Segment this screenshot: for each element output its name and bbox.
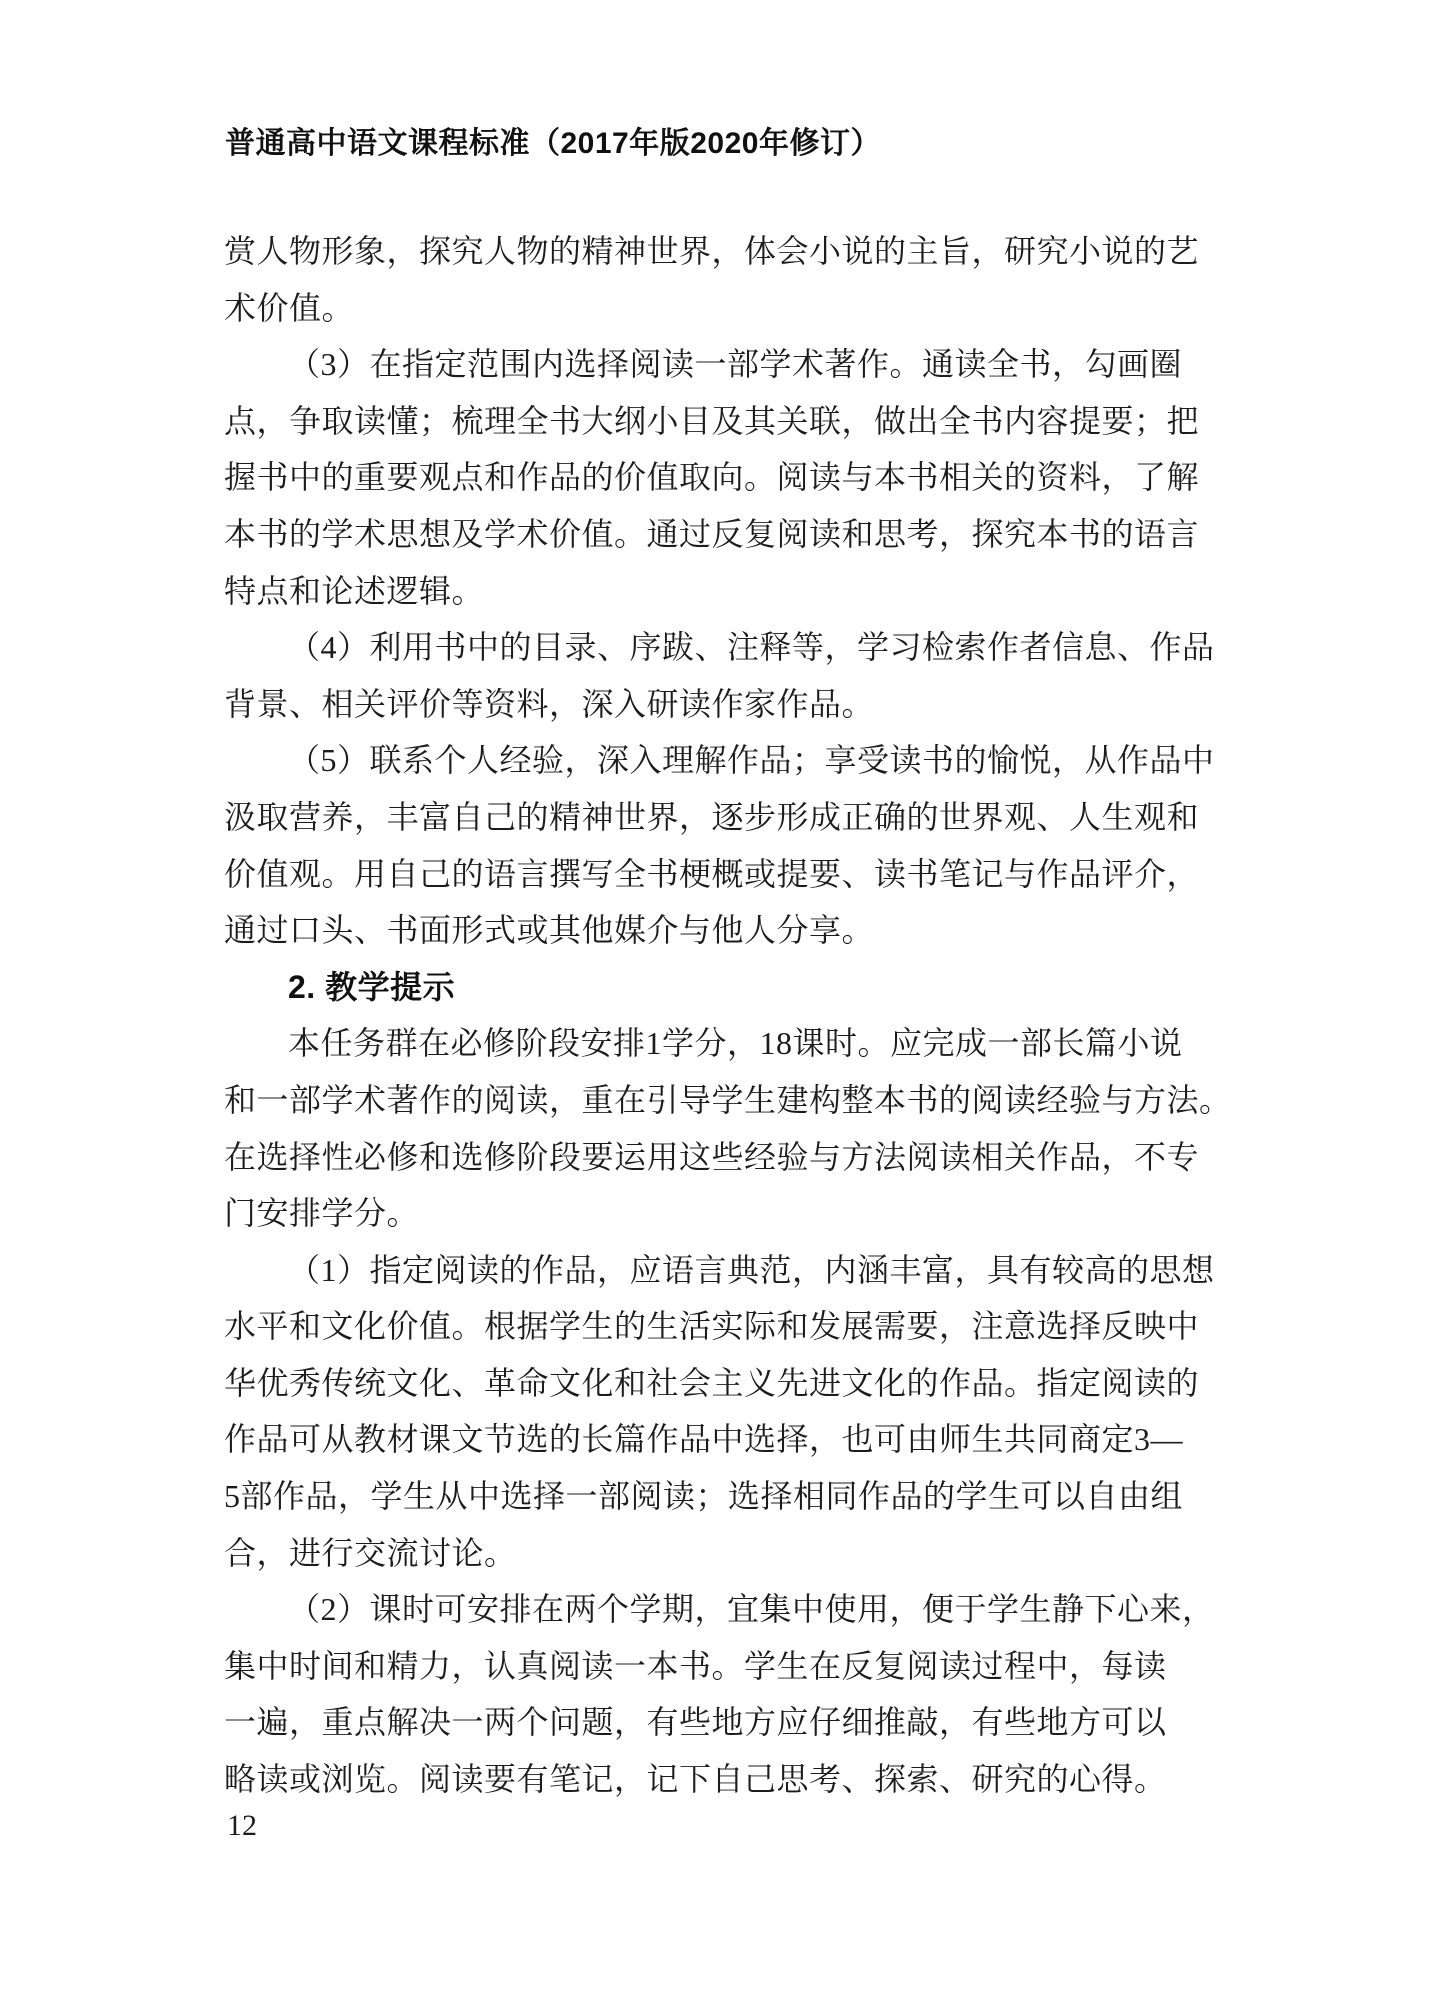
text-line: 点，争取读懂；梳理全书大纲小目及其关联，做出全书内容提要；把: [224, 402, 1200, 439]
text-line: 通过口头、书面形式或其他媒介与他人分享。: [224, 912, 875, 949]
text-line: 在选择性必修和选修阶段要运用这些经验与方法阅读相关作品，不专: [224, 1138, 1200, 1175]
text-line: 合，进行交流讨论。: [224, 1534, 517, 1571]
page-number: 12: [227, 1809, 257, 1842]
text-line: 集中时间和精力，认真阅读一本书。学生在反复阅读过程中，每读: [224, 1647, 1167, 1684]
text-line: 赏人物形象，探究人物的精神世界，体会小说的主旨，研究小说的艺: [224, 233, 1200, 269]
text-line: 略读或浏览。阅读要有笔记，记下自己思考、探索、研究的心得。: [224, 1761, 1167, 1798]
text-line: 华优秀传统文化、革命文化和社会主义先进文化的作品。指定阅读的: [224, 1364, 1200, 1401]
document-body: [224, 223, 1234, 1808]
text-line: 和一部学术著作的阅读，重在引导学生建构整本书的阅读经验与方法。: [224, 1081, 1232, 1118]
text-line: （5）联系个人经验，深入理解作品；享受读书的愉悦，从作品中: [288, 742, 1215, 779]
running-header: 普通高中语文课程标准（2017年版2020年修订）: [225, 127, 881, 160]
text-line: 握书中的重要观点和作品的价值取向。阅读与本书相关的资料，了解: [224, 459, 1200, 496]
text-line: 本任务群在必修阶段安排1学分，18课时。应完成一部长篇小说: [288, 1025, 1183, 1062]
text-line: 特点和论述逻辑。: [224, 572, 485, 609]
text-line: （1）指定阅读的作品，应语言典范，内涵丰富，具有较高的思想: [288, 1251, 1215, 1288]
text-line: 背景、相关评价等资料，深入研读作家作品。: [224, 685, 875, 722]
text-line: （2）课时可安排在两个学期，宜集中使用，便于学生静下心来，: [288, 1591, 1215, 1628]
text-line: 术价值。: [224, 289, 355, 326]
section-heading: 2. 教学提示: [288, 968, 456, 1005]
text-line: （3）在指定范围内选择阅读一部学术著作。通读全书，勾画圈: [288, 346, 1183, 383]
text-line: 水平和文化价值。根据学生的生活实际和发展需要，注意选择反映中: [224, 1308, 1200, 1345]
text-line: 汲取营养，丰富自己的精神世界，逐步形成正确的世界观、人生观和: [224, 798, 1200, 835]
text-line: 5部作品，学生从中选择一部阅读；选择相同作品的学生可以自由组: [224, 1478, 1184, 1515]
text-line: 作品可从教材课文节选的长篇作品中选择，也可由师生共同商定3—: [224, 1421, 1184, 1458]
text-line: 本书的学术思想及学术价值。通过反复阅读和思考，探究本书的语言: [224, 515, 1200, 552]
text-line: （4）利用书中的目录、序跋、注释等，学习检索作者信息、作品: [288, 629, 1215, 666]
text-line: 门安排学分。: [224, 1195, 420, 1232]
text-line: 价值观。用自己的语言撰写全书梗概或提要、读书笔记与作品评介，: [224, 855, 1200, 892]
text-line: 一遍，重点解决一两个问题，有些地方应仔细推敲，有些地方可以: [224, 1704, 1167, 1741]
